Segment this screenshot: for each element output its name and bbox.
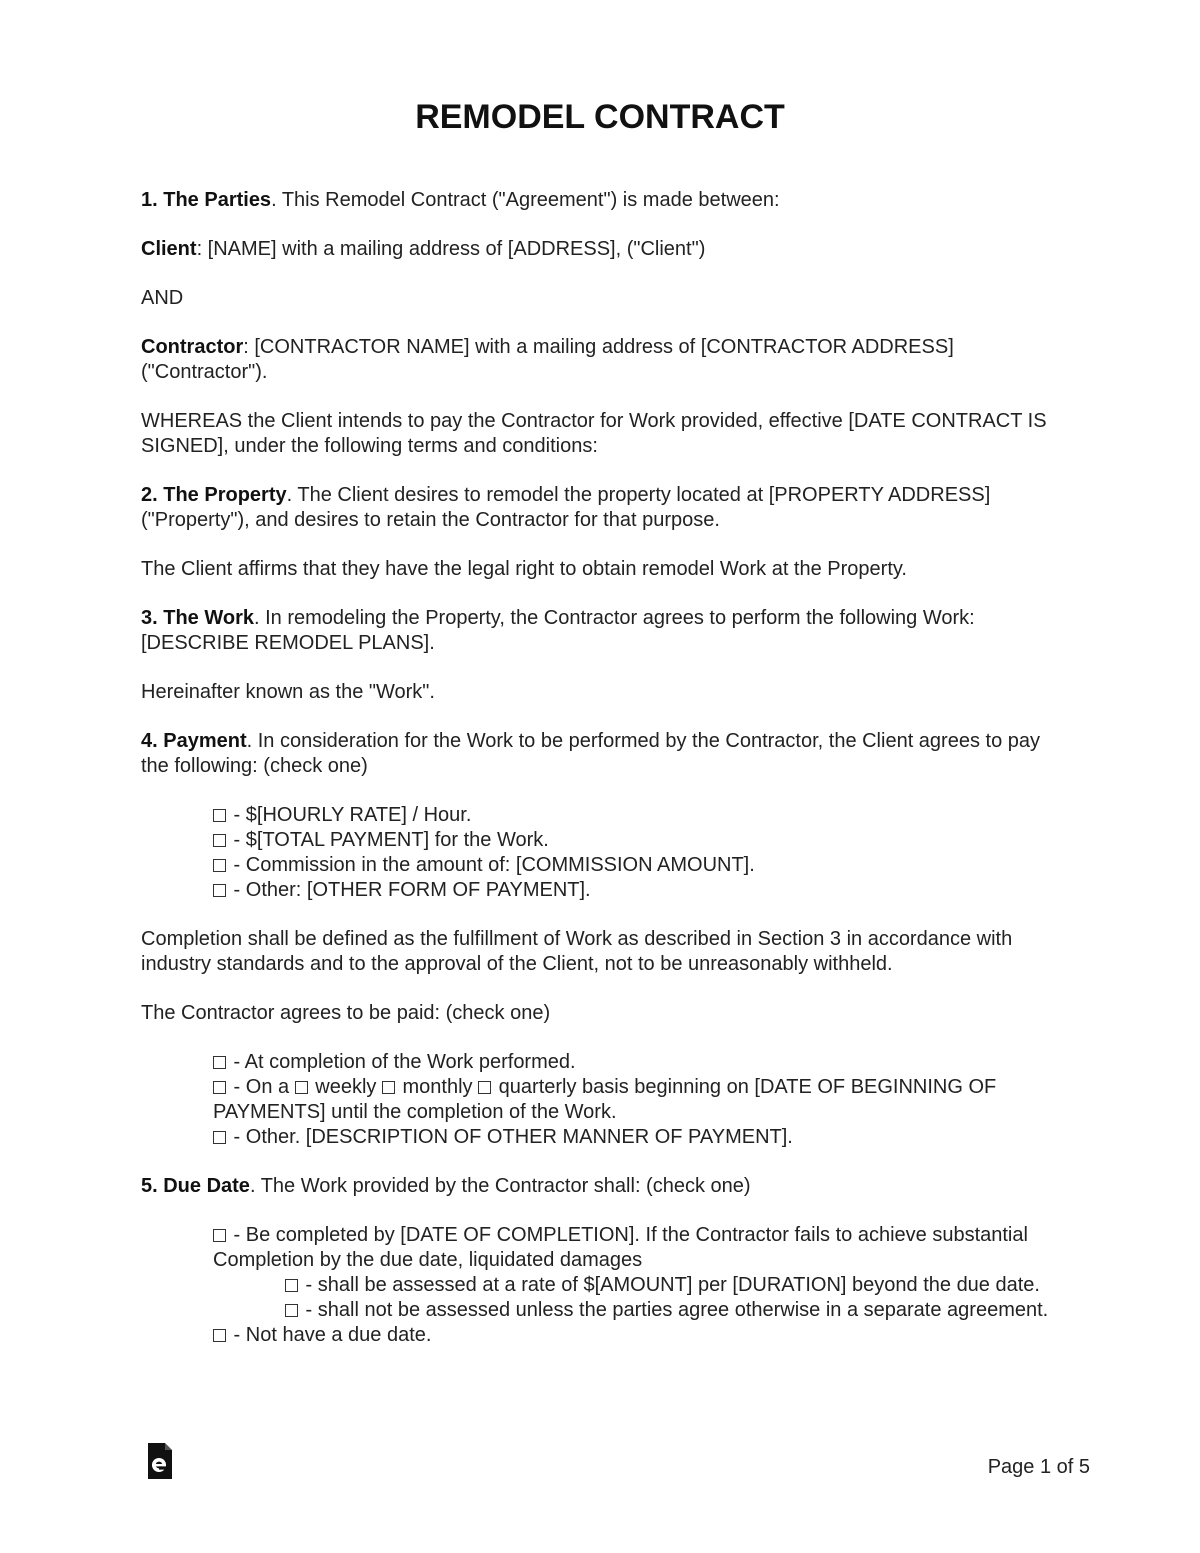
payment-options: [213, 803, 1071, 903]
section-heading: 5. Due Date: [141, 1175, 250, 1197]
damages-option: - shall not be assessed unless the parties agree otherwise in a separate agreement.: [213, 1298, 1071, 1323]
and-line: AND: [141, 287, 184, 309]
payment-option: - $[TOTAL PAYMENT] for the Work.: [213, 828, 1071, 853]
checkbox[interactable]: [213, 834, 226, 847]
checkbox[interactable]: [213, 1056, 226, 1069]
section-property: 2. The Property. The Client desires to remodel the property located at [PROPERTY ADDRESS] ("Property"), and desires to retain the Contractor for that purpose.: [141, 484, 991, 531]
eforms-logo-icon: [146, 1443, 174, 1481]
checkbox[interactable]: [213, 1229, 226, 1242]
checkbox[interactable]: [213, 1131, 226, 1144]
due-date-options: [213, 1223, 1071, 1348]
checkbox[interactable]: [213, 1329, 226, 1342]
section-heading: 1. The Parties: [141, 189, 272, 211]
payment-option: - Commission in the amount of: [COMMISSION AMOUNT].: [213, 853, 1071, 878]
section-payment: 4. Payment. In consideration for the Work to be performed by the Contractor, the Client agrees to pay the following: (check one): [141, 730, 1040, 777]
damages-option: - shall be assessed at a rate of $[AMOUNT] per [DURATION] beyond the due date.: [213, 1273, 1071, 1298]
paid-option: - Other. [DESCRIPTION OF OTHER MANNER OF PAYMENT].: [213, 1125, 1071, 1150]
client-clause: Client: [NAME] with a mailing address of [ADDRESS], ("Client"): [141, 238, 706, 260]
completion-definition: Completion shall be defined as the fulfillment of Work as described in Section 3 in accordance with industry standards and to the approval of the Client, not to be unreasonably withheld.: [141, 928, 1013, 975]
paid-option: - On a weekly monthly quarterly basis beginning on [DATE OF BEGINNING OF PAYMENTS] until the completion of the Work.: [213, 1076, 997, 1123]
payment-option: - Other: [OTHER FORM OF PAYMENT].: [213, 878, 1071, 903]
page-number: Page 1 of 5: [987, 1456, 1090, 1478]
contractor-clause: Contractor: [CONTRACTOR NAME] with a mailing address of [CONTRACTOR ADDRESS] ("Contractor").: [141, 336, 954, 383]
section-due-date: 5. Due Date. The Work provided by the Contractor shall: (check one): [141, 1175, 751, 1197]
section-heading: 2. The Property: [141, 484, 287, 506]
paid-options: [213, 1050, 1071, 1150]
payment-option: - $[HOURLY RATE] / Hour.: [213, 803, 1071, 828]
section-heading: 4. Payment: [141, 730, 247, 752]
whereas-clause: WHEREAS the Client intends to pay the Contractor for Work provided, effective [DATE CONTRACT IS SIGNED], under the following terms and conditions:: [141, 410, 1047, 457]
checkbox[interactable]: [285, 1279, 298, 1292]
checkbox[interactable]: [213, 1081, 226, 1094]
section-work: 3. The Work. In remodeling the Property, the Contractor agrees to perform the following Work: [DESCRIBE REMODEL PLANS].: [141, 607, 975, 654]
checkbox-monthly[interactable]: [382, 1081, 395, 1094]
due-date-option: - Not have a due date.: [213, 1323, 1071, 1348]
work-known-as: Hereinafter known as the "Work".: [141, 681, 435, 703]
checkbox-weekly[interactable]: [295, 1081, 308, 1094]
checkbox[interactable]: [213, 884, 226, 897]
checkbox[interactable]: [213, 809, 226, 822]
due-date-option: - Be completed by [DATE OF COMPLETION]. If the Contractor fails to achieve substantial Completion by the due date, liquidated damages: [213, 1224, 1028, 1271]
document-title: REMODEL CONTRACT: [415, 98, 785, 136]
checkbox-quarterly[interactable]: [478, 1081, 491, 1094]
section-heading: 3. The Work: [141, 607, 254, 629]
checkbox[interactable]: [285, 1304, 298, 1317]
paid-intro: The Contractor agrees to be paid: (check one): [141, 1002, 551, 1024]
section-parties: 1. The Parties. This Remodel Contract ("Agreement") is made between:: [141, 189, 780, 211]
checkbox[interactable]: [213, 859, 226, 872]
paid-option: - At completion of the Work performed.: [213, 1050, 1071, 1075]
affirm-clause: The Client affirms that they have the legal right to obtain remodel Work at the Property.: [141, 558, 907, 580]
document-body: [141, 188, 1071, 1372]
